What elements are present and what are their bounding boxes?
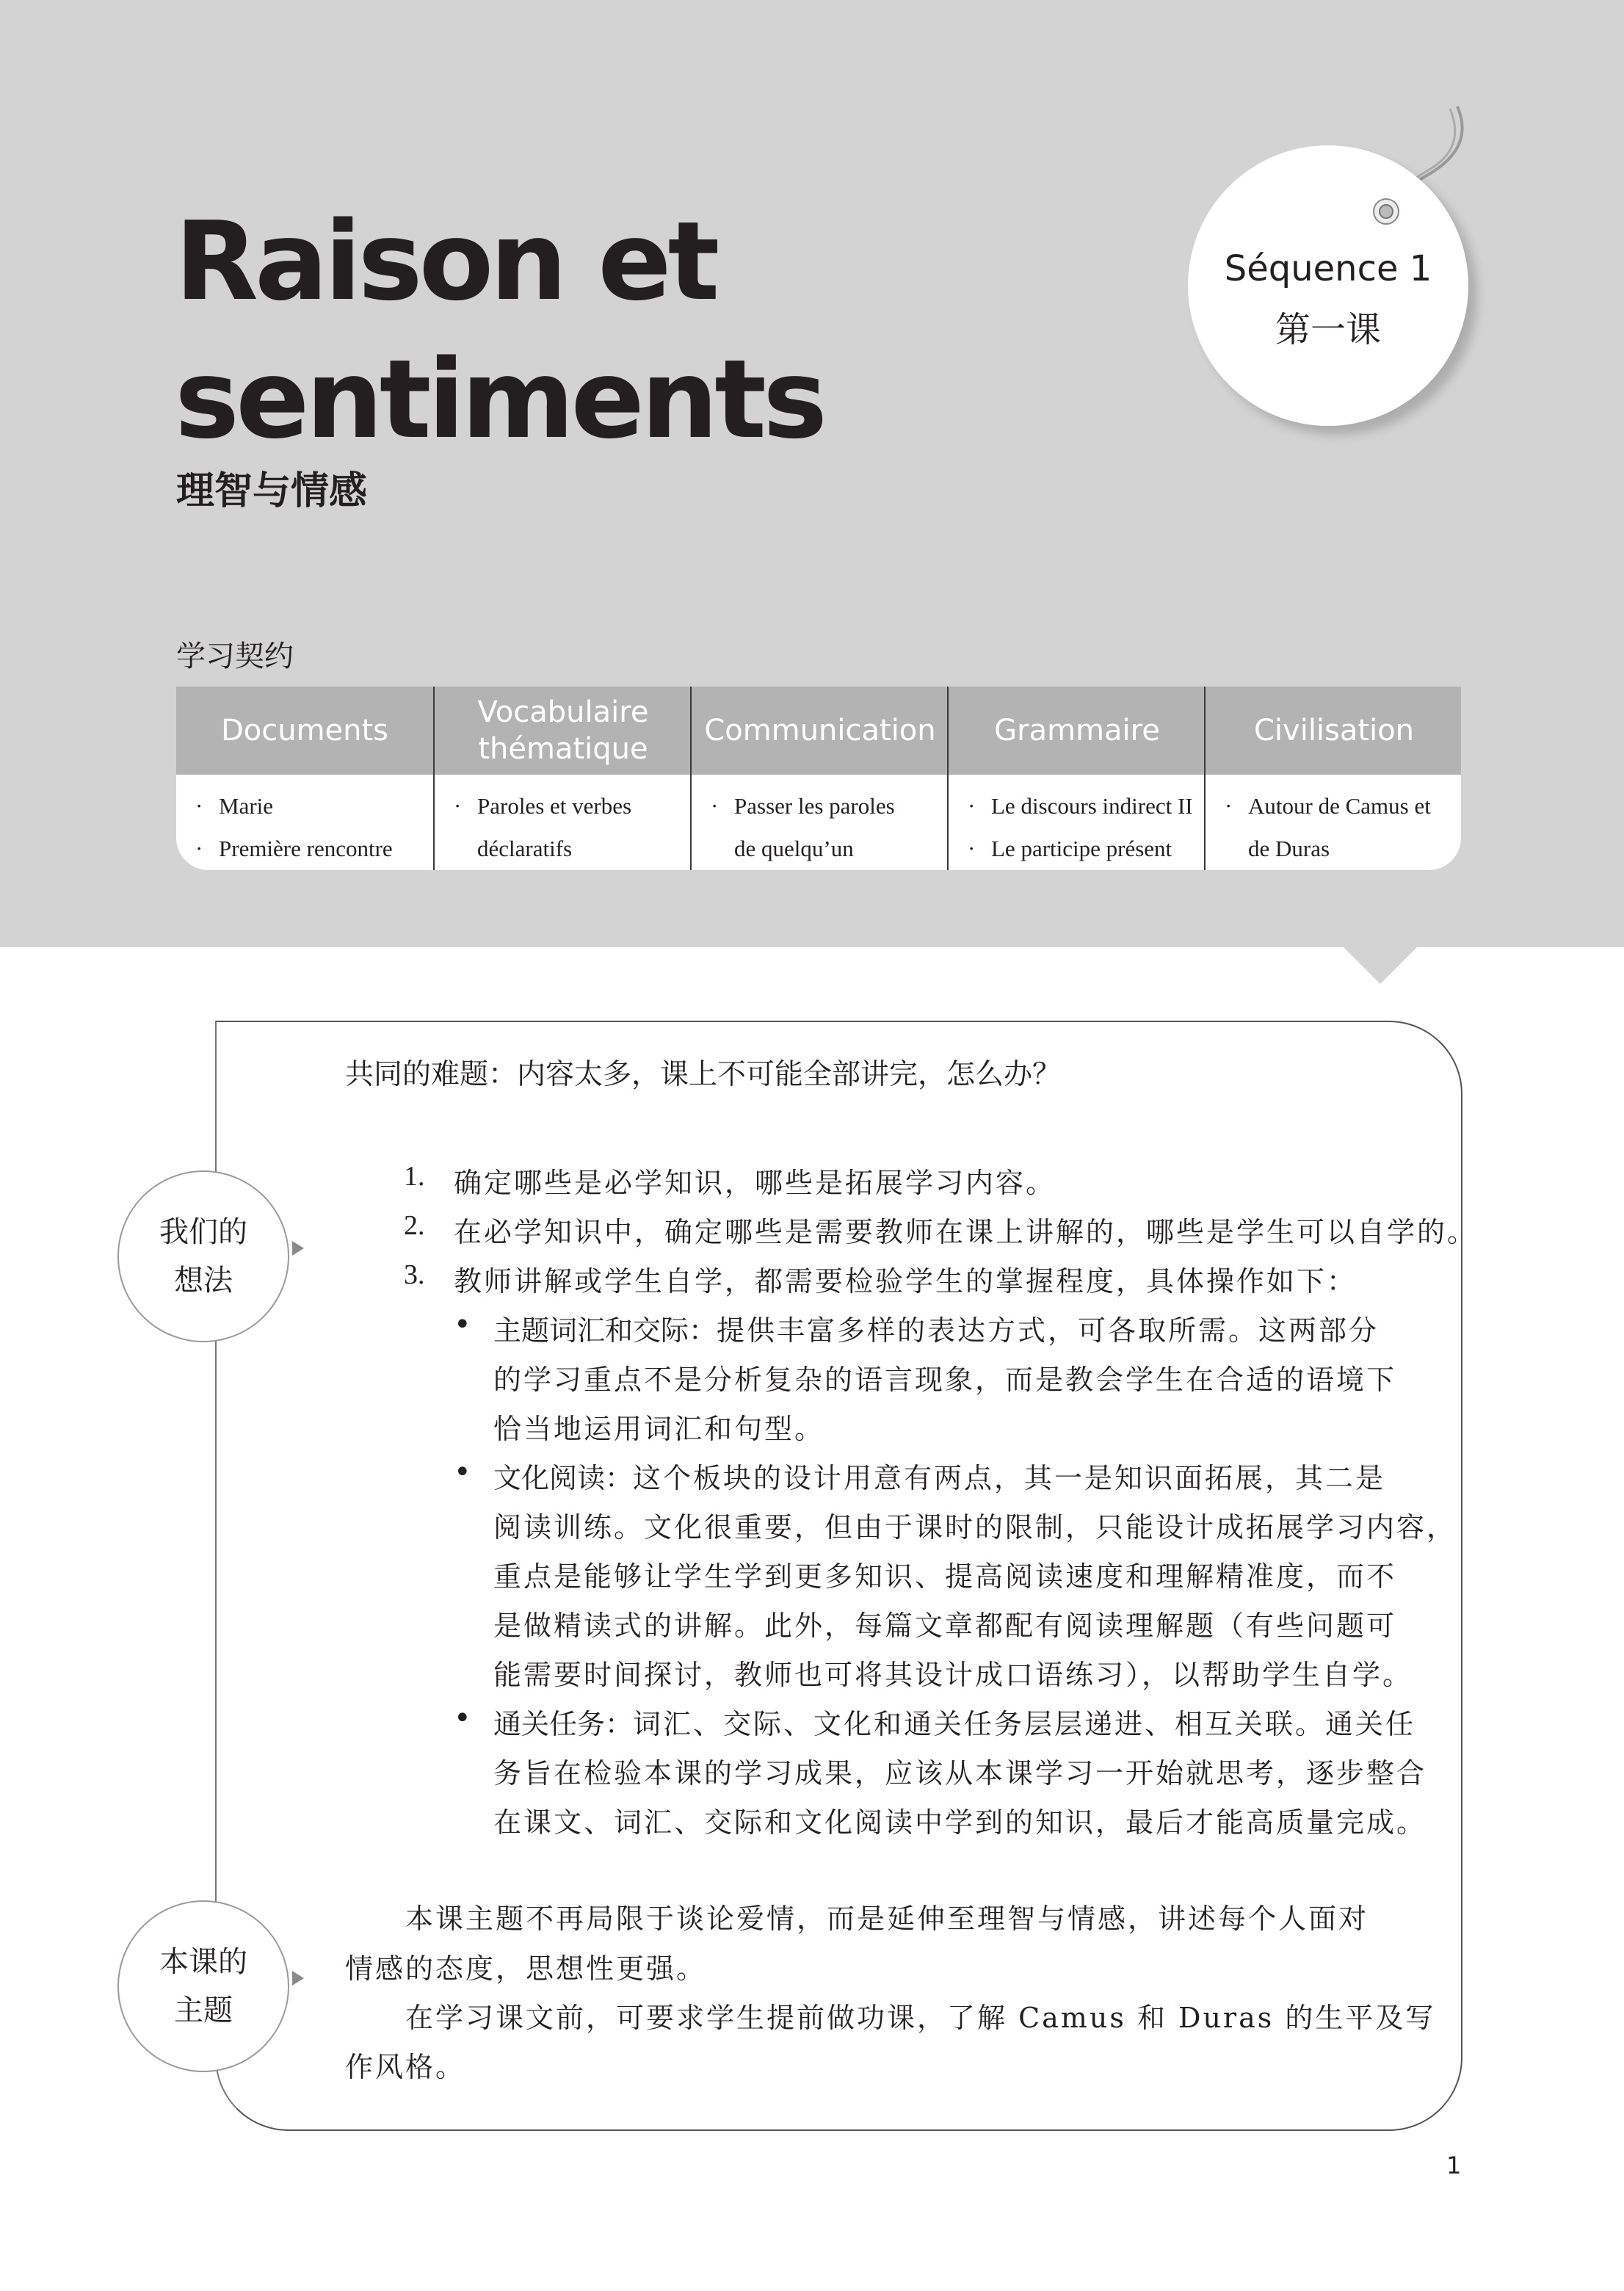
column-header-text: Grammaire [994, 714, 1160, 748]
sequence-tag [1188, 145, 1468, 426]
bullet-text: 重点是能够让学生学到更多知识、提高阅读速度和理解精准度，而不 [493, 1560, 1397, 1593]
title-line: sentiments [175, 336, 824, 463]
bullet-icon: · [195, 793, 203, 819]
bullet-text-line [493, 1308, 1379, 1348]
contract-column [690, 687, 949, 870]
bullet-text-line [493, 1701, 1415, 1742]
column-header [949, 687, 1206, 775]
bullet-text: 能需要时间探讨，教师也可将其设计成口语练习），以帮助学生自学。 [493, 1659, 1413, 1691]
contract-item-text: Le participe présent [991, 836, 1172, 861]
contract-column [176, 687, 433, 870]
theme-label: 本课的 [159, 1945, 247, 1979]
bullet-text: 阅读训练。文化很重要，但由于课时的限制，只能设计成拓展学习内容， [493, 1511, 1457, 1543]
contract-item [435, 785, 692, 828]
bullet-text-line [493, 1455, 1385, 1496]
arrow-right-icon [292, 1241, 304, 1256]
list-item-text: 在必学知识中，确定哪些是需要教师在课上讲解的，哪些是学生可以自学的。 [454, 1216, 1478, 1248]
contract-item [949, 785, 1206, 828]
list-item-text: 确定哪些是必学知识，哪些是拓展学习内容。 [454, 1167, 1056, 1199]
list-number: 3. [404, 1259, 425, 1290]
bullet-text: 在课文、词汇、交际和文化阅读中学到的知识，最后才能高质量完成。 [493, 1806, 1427, 1839]
bullet-icon: · [454, 793, 462, 819]
bullet-text-line [493, 1554, 1396, 1594]
bullet-text: 的学习重点不是分析复杂的语言现象，而是教会学生在合适的语境下 [493, 1364, 1397, 1396]
bullet-icon: · [195, 836, 203, 861]
learning-contract-table [176, 687, 1461, 870]
bullet-text: 这个板块的设计用意有两点，其一是知识面拓展，其二是 [633, 1462, 1386, 1494]
column-items [435, 775, 692, 870]
bullet-icon: · [711, 793, 719, 819]
lesson-number: 第一课 [1275, 309, 1381, 350]
contract-column [433, 687, 692, 870]
bullet-icon: · [968, 793, 976, 819]
page-subtitle: 理智与情感 [176, 469, 368, 513]
eyelet-icon [1371, 197, 1401, 226]
list-number: 1. [404, 1161, 425, 1192]
bullet-icon: · [1225, 793, 1233, 819]
column-items [949, 775, 1206, 870]
column-header-text: Documents [220, 714, 389, 748]
contract-item [692, 785, 949, 828]
theme-paragraph-line: 情感的态度，思想性更强。 [345, 1952, 707, 1985]
bullet-icon: • [454, 1701, 471, 1735]
column-items [692, 775, 949, 870]
column-header [692, 687, 949, 775]
contract-item [692, 828, 949, 870]
bullet-icon: • [454, 1308, 471, 1342]
bullet-text-line [493, 1751, 1427, 1791]
contract-item-text: Le discours indirect II [991, 793, 1193, 819]
ideas-circle [117, 1170, 289, 1342]
problem-heading: 共同的难题：内容太多，课上不可能全部讲完，怎么办？ [345, 1058, 1062, 1091]
contract-item [176, 828, 433, 870]
ideas-label: 想法 [174, 1264, 233, 1297]
bullet-text: 是做精读式的讲解。此外，每篇文章都配有阅读理解题（有些问题可 [493, 1610, 1397, 1642]
theme-paragraph-line: 作风格。 [345, 2051, 466, 2083]
column-header-text: Vocabulaire [477, 695, 649, 729]
contract-item-text: de Duras [1248, 836, 1330, 861]
contract-item [435, 828, 692, 870]
bullet-text: 提供丰富多样的表达方式，可各取所需。这两部分 [717, 1314, 1380, 1347]
theme-label: 主题 [174, 1994, 233, 2027]
bullet-text-line [493, 1357, 1396, 1397]
contract-item-text: Passer les paroles [734, 793, 895, 819]
contract-column [1204, 687, 1461, 870]
ideas-label: 我们的 [159, 1215, 247, 1249]
column-header-text: Communication [704, 714, 936, 748]
column-header-text: thématique [478, 732, 648, 766]
arrow-right-icon [292, 1971, 304, 1986]
title-line: Raison et [175, 198, 717, 325]
bullet-icon: • [454, 1455, 471, 1489]
pointer-triangle [1344, 947, 1417, 984]
bullet-text-line [493, 1652, 1413, 1693]
contract-item-text: Paroles et verbes [477, 793, 632, 819]
theme-paragraph-line: 在学习课文前，可要求学生提前做功课，了解 Camus 和 Duras 的生平及写 [405, 2002, 1436, 2034]
contract-item [949, 828, 1206, 870]
column-header [176, 687, 433, 775]
contract-label: 学习契约 [176, 640, 294, 673]
bullet-label: 主题词汇和交际： [493, 1314, 717, 1347]
column-header [435, 687, 692, 775]
contract-item-text: Marie [219, 793, 274, 819]
contract-item-text: Autour de Camus et [1248, 793, 1431, 819]
contract-item [1206, 828, 1461, 870]
page-number: 1 [1446, 2151, 1462, 2179]
theme-circle [117, 1900, 289, 2072]
list-number: 2. [404, 1210, 425, 1241]
bullet-icon: · [968, 836, 976, 861]
bullet-text-line [493, 1603, 1396, 1643]
bullet-text-line [493, 1406, 824, 1447]
bullet-text: 务旨在检验本课的学习成果，应该从本课学习一开始就思考，逐步整合 [493, 1757, 1427, 1789]
list-item-text: 教师讲解或学生自学，都需要检验学生的掌握程度，具体操作如下： [454, 1265, 1357, 1297]
bullet-text: 恰当地运用词汇和句型。 [493, 1413, 825, 1445]
contract-item-text: Première rencontre [219, 836, 393, 861]
column-header [1206, 687, 1461, 775]
theme-paragraph-line: 本课主题不再局限于谈论爱情，而是延伸至理智与情感，讲述每个人面对 [405, 1903, 1369, 1935]
contract-item-text: déclaratifs [477, 836, 573, 861]
contract-item [1206, 785, 1461, 828]
column-header-text: Civilisation [1253, 714, 1415, 748]
bullet-text: 词汇、交际、文化和通关任务层层递进、相互关联。通关任 [633, 1708, 1416, 1740]
column-items [1206, 775, 1461, 870]
bullet-label: 文化阅读： [493, 1462, 634, 1494]
contract-column [947, 687, 1206, 870]
page-title [175, 192, 824, 468]
bullet-text-line [493, 1800, 1427, 1840]
bullet-label: 通关任务： [493, 1708, 634, 1740]
column-items [176, 775, 433, 870]
contract-item-text: de quelqu’un [734, 836, 854, 861]
contract-item [176, 785, 433, 828]
bullet-text-line [493, 1505, 1457, 1545]
sequence-number: Séquence 1 [1224, 248, 1432, 289]
